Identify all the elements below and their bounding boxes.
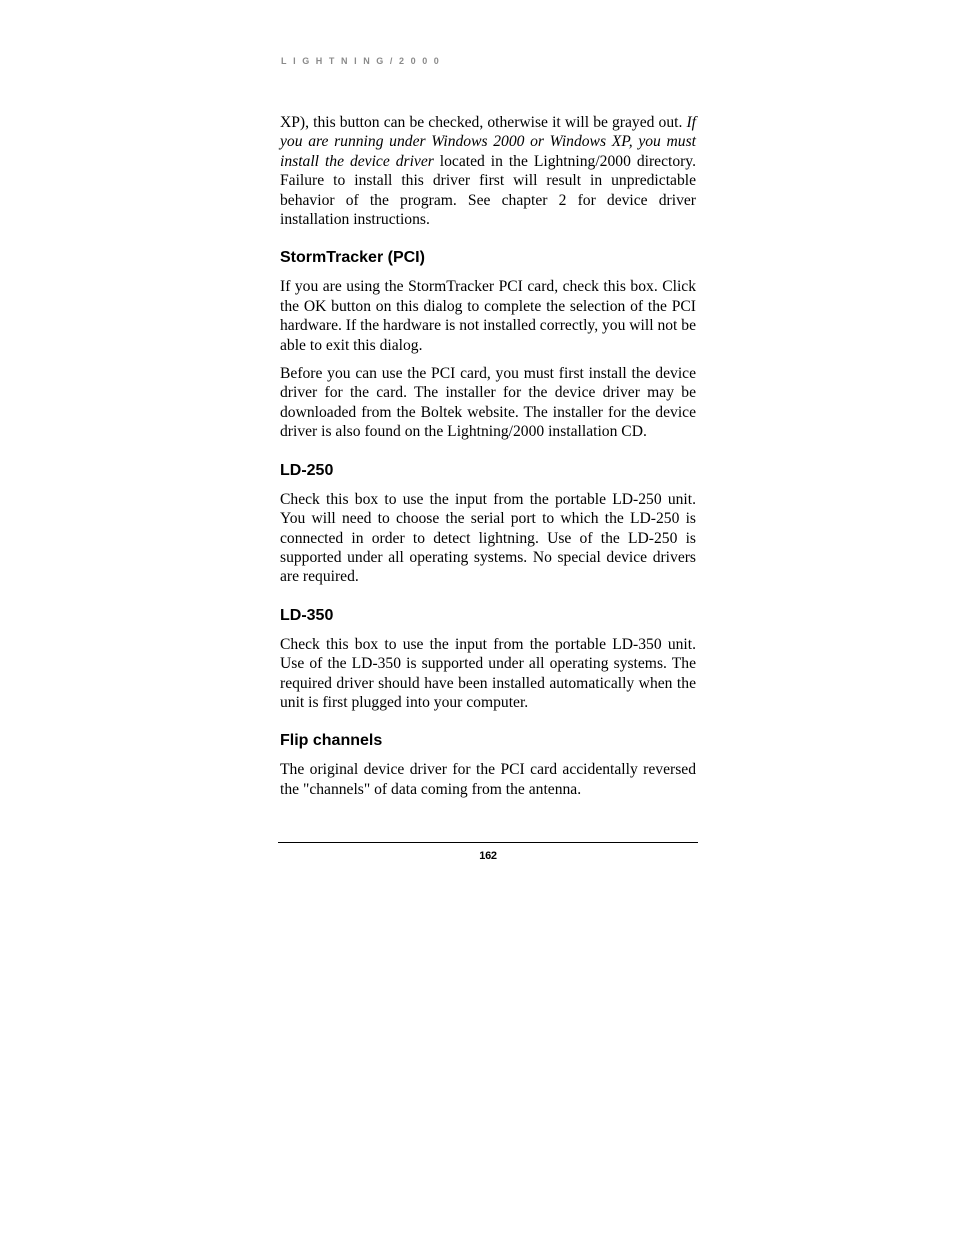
ld350-paragraph: Check this box to use the input from the portable LD-350 unit. Use of the LD-350 is supported under all operating systems. The required driver should have been installed automatically when the unit is first plugged into your computer.: [280, 635, 696, 711]
heading-ld350: LD-350: [280, 606, 334, 624]
intro-paragraph: [280, 113, 696, 229]
intro-text-start: XP), this button can be checked, otherwise it will be grayed out.: [280, 114, 687, 131]
ld250-paragraph: Check this box to use the input from the portable LD-250 unit. You will need to choose the serial port to which the LD-250 is connected in order to detect lightning. Use of the LD-250 is supported under all operating systems. No special device drivers are required.: [280, 490, 696, 586]
running-header: LIGHTNING/2000: [281, 56, 446, 66]
page-number: 162: [479, 850, 497, 862]
footer-divider: [278, 842, 698, 843]
stormtracker-paragraph-2: Before you can use the PCI card, you must first install the device driver for the card. The installer for the device driver may be downloaded from the Boltek website. The installer for the device driver is also found on the Lightning/2000 installation CD.: [280, 365, 696, 441]
flip-channels-paragraph: The original device driver for the PCI card accidentally reversed the "channels" of data coming from the antenna.: [280, 761, 696, 798]
page-body: [280, 113, 696, 808]
intro-text-end: located in the Lightning/2000 directory. Failure to install this driver first will result in unpredictable behavior of the program. See chapter 2 for device driver installation instructions.: [280, 152, 696, 229]
intro-italic-note: If you are running under Windows 2000 or Windows XP, you must install the device driver: [280, 114, 696, 170]
heading-flip-channels: Flip channels: [280, 732, 383, 750]
heading-ld250: LD-250: [280, 461, 334, 479]
stormtracker-paragraph-1: If you are using the StormTracker PCI card, check this box. Click the OK button on this dialog to complete the selection of the PCI hardware. If the hardware is not installed correctly, you will not be able to exit this dialog.: [280, 278, 696, 354]
heading-stormtracker: StormTracker (PCI): [280, 249, 425, 267]
